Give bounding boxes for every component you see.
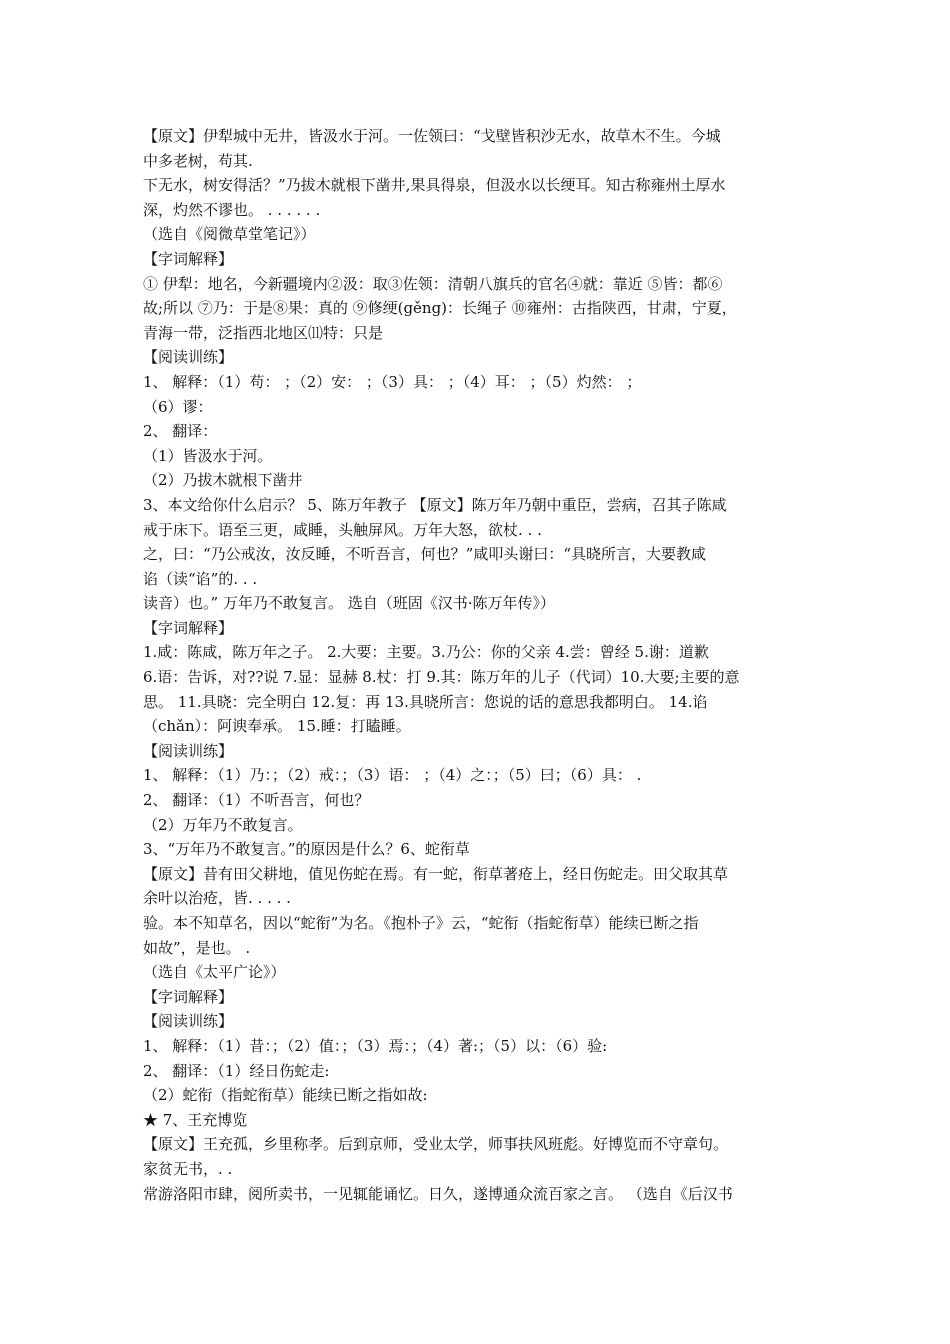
source-citation: 读音）也。” 万年乃不敢复言。 选自（班固《汉书·陈万年传》） xyxy=(143,594,555,613)
source-citation: （选自《阅微草堂笔记》） xyxy=(143,225,316,244)
section-heading: 【字词解释】 xyxy=(143,618,234,637)
text-line: 【原文】昔有田父耕地，值见伤蛇在焉。有一蛇，衔草著疮上，经日伤蛇走。田父取其草 xyxy=(143,864,729,883)
text-line: 余叶以治疮，皆. . . . . xyxy=(143,889,291,908)
text-line: 如故”，是也。 . xyxy=(143,938,251,957)
text-line: 之，曰：“乃公戒汝，汝反睡，不听吾言，何也？”咸叩头谢曰：“具晓所言，大要教咸 xyxy=(143,545,707,564)
text-line: 2、 翻译：（1）经日伤蛇走: xyxy=(143,1061,330,1080)
source-citation: （选自《太平广论》） xyxy=(143,963,286,982)
text-line: 1.咸：陈咸，陈万年之子。 2.大要：主要。3.乃公：你的父亲 4.尝：曾经 5.谢：道歉 xyxy=(143,643,709,662)
text-line: （2）万年乃不敢复言。 xyxy=(143,815,303,834)
text-line: 2、 翻译：（1）不听吾言，何也？ xyxy=(143,791,370,810)
section-heading: 【阅读训练】 xyxy=(143,1012,234,1031)
text-line: （6）谬： xyxy=(143,397,213,416)
text-line: 【原文】伊犁城中无井，皆汲水于河。一佐领曰：“戈壁皆积沙无水，故草木不生。今城 xyxy=(143,127,721,145)
text-line: 1、 解释：（1）乃：；（2）戒：；（3）语： ；（4）之：；（5）曰；（6）具： . xyxy=(143,766,642,785)
text-line: 青海一带，泛指西北地区⑾特：只是 xyxy=(143,323,384,342)
text-line: 3、“万年乃不敢复言。”的原因是什么？6、蛇衔草 xyxy=(143,840,470,859)
text-line: 1、 解释：（1）苟： ；（2）安： ；（3）具： ；（4）耳： ；（5）灼然： ； xyxy=(143,372,642,391)
document-body xyxy=(143,124,808,1206)
section-heading: 【阅读训练】 xyxy=(143,348,234,367)
text-line: 3、本文给你什么启示？ 5、陈万年教子 【原文】陈万年乃朝中重臣，尝病，召其子陈咸 xyxy=(143,495,727,514)
text-line: 常游洛阳市肆，阅所卖书，一见辄能诵忆。日久，遂博通众流百家之言。 （选自《后汉书 xyxy=(143,1184,733,1203)
text-line: （2）蛇衔（指蛇衔草）能续已断之指如故: xyxy=(143,1086,428,1105)
text-line: 【原文】王充孤，乡里称孝。后到京师，受业太学，师事扶风班彪。好博览而不守章句。 xyxy=(143,1135,729,1154)
text-line: （chǎn）：阿谀奉承。 15.睡：打瞌睡。 xyxy=(143,717,411,736)
text-line: 家贫无书，. . xyxy=(143,1159,233,1178)
text-line: 下无水，树安得活？”乃拔木就根下凿井,果具得泉，但汲水以长绠耳。知古称雍州土厚水 xyxy=(143,176,726,195)
text-line: 1、 解释：（1）昔：；（2）值：；（3）焉：；（4）著:；（5）以：（6）验: xyxy=(143,1036,608,1055)
text-line: 6.语：告诉，对??说 7.显：显赫 8.杖：打 9.其：陈万年的儿子（代词）10.大要;主要的意 xyxy=(143,668,740,687)
section-heading: 【字词解释】 xyxy=(143,249,234,268)
text-line: 验。本不知草名，因以“蛇衔”为名。《抱朴子》云，“蛇衔（指蛇衔草）能续已断之指 xyxy=(143,914,699,932)
text-line: 思。 11.具晓：完全明白 12.复：再 13.具晓所言：您说的话的意思我都明白。 14.谄 xyxy=(143,692,708,711)
text-line: 中多老树，苟其. xyxy=(143,151,253,170)
text-line: 戒于床下。语至三更，咸睡，头触屏风。万年大怒，欲杖. . . xyxy=(143,520,542,539)
text-line: （1）皆汲水于河。 xyxy=(143,446,273,465)
text-line: 谄（读“谄”的. . . xyxy=(143,569,258,588)
text-line: 故;所以 ⑦乃：于是⑧果：真的 ⑨修绠(gěng)：长绳子 ⑩雍州：古指陕西，甘肃，宁夏， xyxy=(143,299,737,318)
text-line: 2、 翻译： xyxy=(143,422,218,441)
section-title: ★ 7、王充博览 xyxy=(143,1110,248,1129)
section-heading: 【字词解释】 xyxy=(143,987,234,1006)
text-line: ① 伊犁：地名，今新疆境内②汲：取③佐领：清朝八旗兵的官名④就：靠近 ⑤皆：都⑥ xyxy=(143,274,723,293)
text-line: （2）乃拔木就根下凿井 xyxy=(143,471,303,490)
text-line: 深，灼然不谬也。 . . . . . . xyxy=(143,200,321,219)
section-heading: 【阅读训练】 xyxy=(143,741,234,760)
